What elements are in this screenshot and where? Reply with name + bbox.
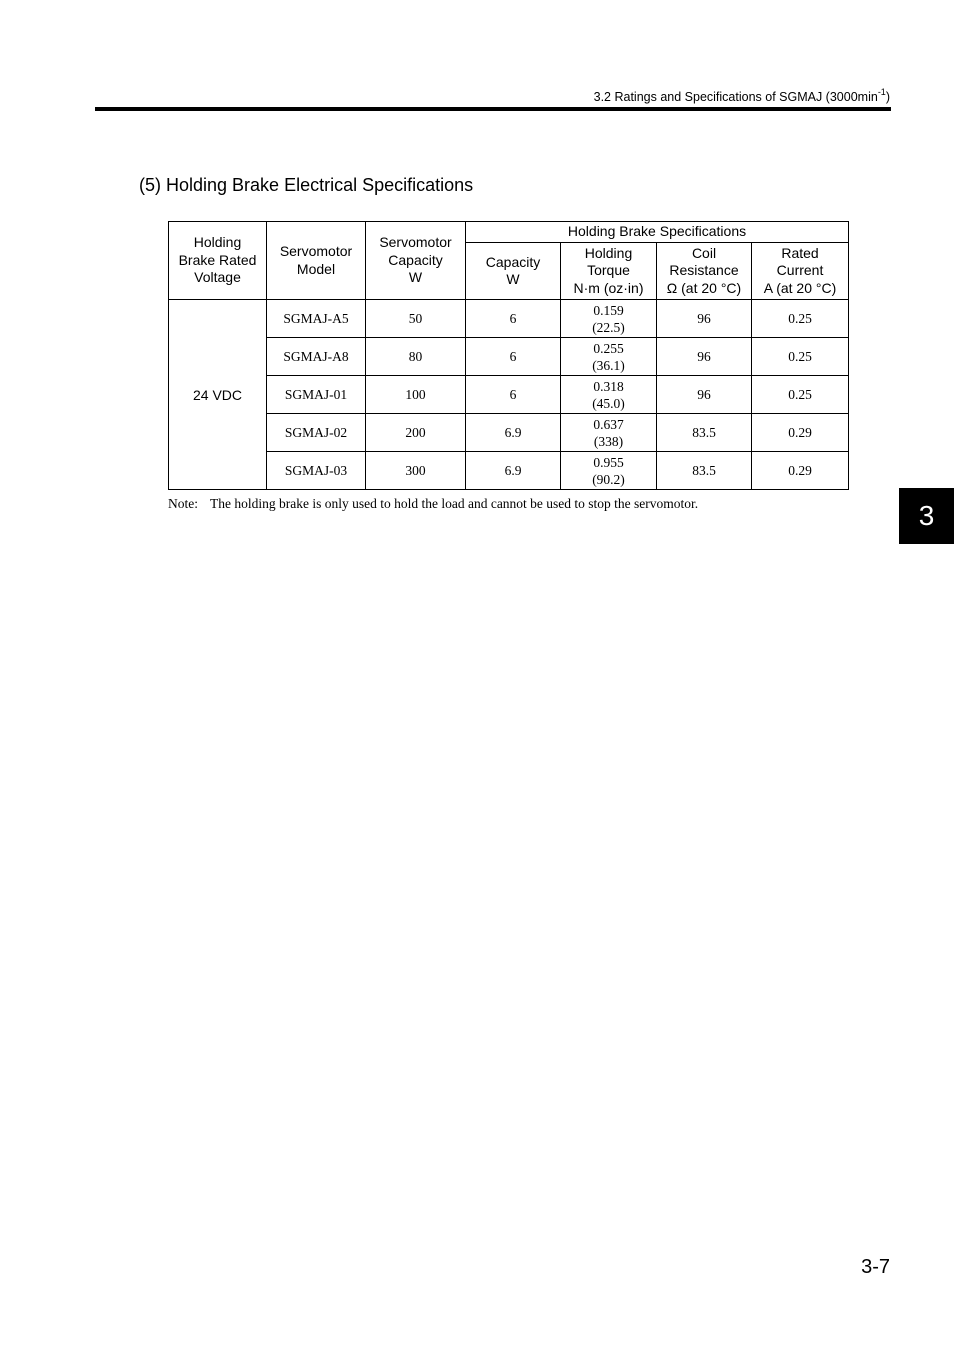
- motor-capacity-cell: 80: [366, 338, 466, 376]
- header-brake-capacity-line: Capacity: [485, 253, 541, 270]
- model-cell: SGMAJ-A8: [267, 338, 366, 376]
- motor-capacity-cell: 50: [366, 300, 466, 338]
- header-voltage-line: Voltage: [194, 269, 241, 286]
- torque-nm: 0.159: [593, 302, 624, 318]
- header-torque-line: Holding: [584, 244, 633, 261]
- header-model-line: Servomotor: [279, 243, 353, 259]
- header-resistance: [657, 243, 752, 300]
- running-header-title: 3.2 Ratings and Specifications of SGMAJ (3000min: [593, 90, 878, 105]
- brake-capacity-cell: 6.9: [466, 414, 561, 452]
- torque-ozin: (22.5): [592, 319, 625, 335]
- header-current-line: Rated: [781, 244, 819, 261]
- resistance-cell: 96: [657, 376, 752, 414]
- model-cell: SGMAJ-A5: [267, 300, 366, 338]
- header-resistance-line: Coil: [691, 244, 717, 261]
- page-number: 3-7: [861, 1256, 890, 1278]
- header-voltage-line: Holding: [193, 234, 242, 251]
- table-row: [169, 338, 849, 376]
- brake-spec-table: [168, 221, 849, 490]
- note-label: Note:: [168, 496, 198, 511]
- current-cell: 0.25: [752, 376, 849, 414]
- brake-capacity-cell: 6: [466, 300, 561, 338]
- header-torque-line: N·m (oz·in): [573, 279, 644, 296]
- table-header-row: [169, 222, 849, 243]
- torque-cell: [561, 300, 657, 338]
- torque-ozin: (90.2): [592, 471, 625, 487]
- motor-capacity-cell: 100: [366, 376, 466, 414]
- header-brake-specs-group: Holding Brake Specifications: [466, 222, 849, 243]
- running-header: [594, 88, 890, 104]
- table-note: [168, 496, 698, 512]
- brake-capacity-cell: 6: [466, 376, 561, 414]
- header-motor-capacity-line: Servomotor: [379, 234, 452, 251]
- note-text: The holding brake is only used to hold the load and cannot be used to stop the servomotor.: [210, 496, 699, 511]
- torque-nm: 0.637: [593, 416, 624, 432]
- table-row: [169, 452, 849, 490]
- header-brake-capacity-line: W: [506, 271, 520, 287]
- motor-capacity-cell: 300: [366, 452, 466, 490]
- torque-nm: 0.255: [593, 340, 624, 356]
- voltage-cell: 24 VDC: [169, 300, 267, 490]
- header-current-line: Current: [776, 262, 824, 279]
- model-cell: SGMAJ-02: [267, 414, 366, 452]
- torque-cell: [561, 452, 657, 490]
- header-torque-line: Torque: [587, 262, 630, 279]
- header-rule: [95, 107, 891, 111]
- header-torque: [561, 243, 657, 300]
- torque-ozin: (36.1): [592, 357, 625, 373]
- chapter-tab: 3: [899, 488, 954, 544]
- running-header-superscript: -1: [877, 87, 886, 97]
- brake-capacity-cell: 6: [466, 338, 561, 376]
- current-cell: 0.25: [752, 300, 849, 338]
- table-row: [169, 414, 849, 452]
- torque-ozin: (338): [593, 433, 624, 449]
- current-cell: 0.29: [752, 414, 849, 452]
- header-motor-capacity-line: W: [408, 269, 423, 286]
- torque-cell: [561, 338, 657, 376]
- running-header-close: ): [885, 90, 890, 105]
- torque-nm: 0.955: [593, 454, 624, 470]
- current-cell: 0.25: [752, 338, 849, 376]
- torque-ozin: (45.0): [592, 395, 625, 411]
- torque-cell: [561, 376, 657, 414]
- header-current: [752, 243, 849, 300]
- header-voltage-line: Brake Rated: [178, 251, 257, 268]
- resistance-cell: 96: [657, 338, 752, 376]
- table-row: [169, 300, 849, 338]
- model-cell: SGMAJ-03: [267, 452, 366, 490]
- header-motor-capacity-line: Capacity: [388, 251, 443, 268]
- header-model-line: Model: [296, 260, 336, 277]
- header-voltage: [169, 222, 267, 300]
- header-resistance-line: Ω (at 20 °C): [666, 279, 742, 296]
- table-row: [169, 376, 849, 414]
- resistance-cell: 83.5: [657, 414, 752, 452]
- motor-capacity-cell: 200: [366, 414, 466, 452]
- torque-cell: [561, 414, 657, 452]
- model-cell: SGMAJ-01: [267, 376, 366, 414]
- resistance-cell: 96: [657, 300, 752, 338]
- header-current-line: A (at 20 °C): [763, 279, 837, 296]
- header-resistance-line: Resistance: [669, 262, 739, 279]
- header-motor-capacity: [366, 222, 466, 300]
- torque-nm: 0.318: [593, 378, 624, 394]
- section-title: (5) Holding Brake Electrical Specifications: [139, 175, 474, 195]
- header-brake-capacity: [466, 243, 561, 300]
- current-cell: 0.29: [752, 452, 849, 490]
- resistance-cell: 83.5: [657, 452, 752, 490]
- header-model: [267, 222, 366, 300]
- brake-capacity-cell: 6.9: [466, 452, 561, 490]
